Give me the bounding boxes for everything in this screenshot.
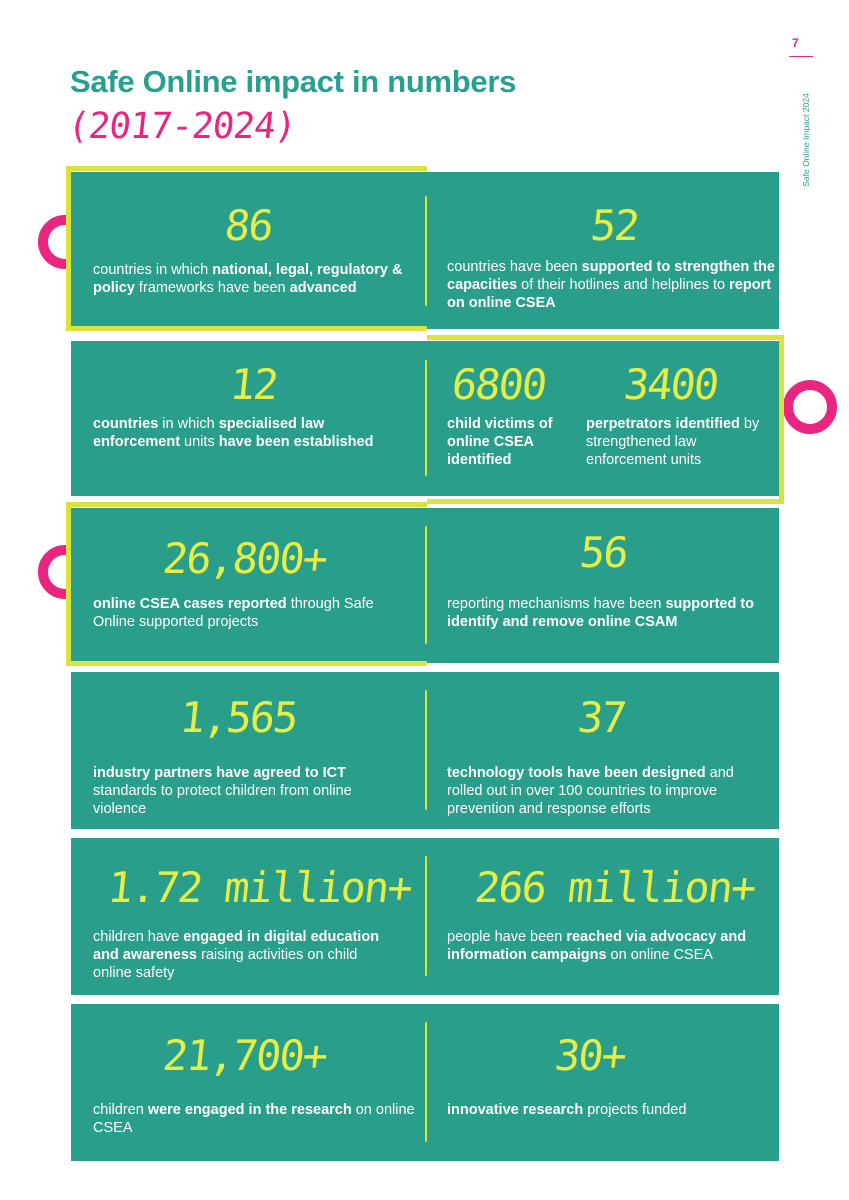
stat-number: 26,800+ bbox=[160, 534, 329, 583]
stat-number: 86 bbox=[222, 201, 275, 250]
row-divider bbox=[425, 690, 427, 810]
running-title: Safe Online Impact 2024 bbox=[801, 93, 811, 187]
page-title: Safe Online impact in numbers bbox=[70, 64, 517, 99]
highlight-frame bbox=[66, 166, 427, 331]
stat-description: child victims of online CSEA identified bbox=[447, 416, 553, 468]
stat-number: 1,565 bbox=[177, 693, 300, 742]
highlight-frame bbox=[66, 502, 427, 666]
stat-number: 30+ bbox=[552, 1031, 628, 1080]
stat-number: 52 bbox=[588, 201, 641, 250]
year-range: (2017-2024) bbox=[65, 106, 298, 147]
stat-number: 56 bbox=[577, 528, 630, 577]
stat-description: innovative research projects funded bbox=[447, 1102, 687, 1118]
stat-description: countries in which specialised law enforcement units have been established bbox=[93, 416, 374, 450]
stat-description: online CSEA cases reported through Safe Online supported projects bbox=[93, 596, 374, 630]
stat-description: countries in which national, legal, regulatory & policy frameworks have been advanced bbox=[93, 262, 403, 296]
page-number: 7 bbox=[792, 36, 799, 50]
stat-description: children were engaged in the research on online CSEA bbox=[93, 1102, 415, 1136]
stat-description: industry partners have agreed to ICT standards to protect children from online violence bbox=[93, 765, 352, 817]
stat-description: reporting mechanisms have been supported to identify and remove online CSAM bbox=[447, 596, 755, 630]
stat-number: 6800 bbox=[449, 360, 548, 409]
row-divider bbox=[425, 856, 427, 976]
stat-number: 12 bbox=[227, 360, 280, 409]
stat-description: children have engaged in digital education and awareness raising activities on child online safety bbox=[93, 929, 380, 981]
stat-description: technology tools have been designed and rolled out in over 100 countries to improve prevention and response efforts bbox=[447, 765, 734, 817]
page-number-rule bbox=[789, 56, 813, 57]
stat-number: 21,700+ bbox=[160, 1031, 329, 1080]
stat-number: 266 million+ bbox=[472, 863, 758, 912]
pink-ring-decoration bbox=[783, 380, 837, 434]
stat-number: 37 bbox=[575, 693, 628, 742]
highlight-frame bbox=[427, 335, 784, 504]
stat-number: 3400 bbox=[621, 360, 720, 409]
stat-description: people have been reached via advocacy and information campaigns on online CSEA bbox=[447, 929, 747, 963]
stat-description: countries have been supported to strengthen the capacities of their hotlines and helplines to report on online CSEA bbox=[447, 259, 775, 311]
stat-number: 1.72 million+ bbox=[105, 863, 414, 912]
row-divider bbox=[425, 1022, 427, 1142]
stat-description: perpetrators identified by strengthened law enforcement units bbox=[586, 416, 760, 468]
